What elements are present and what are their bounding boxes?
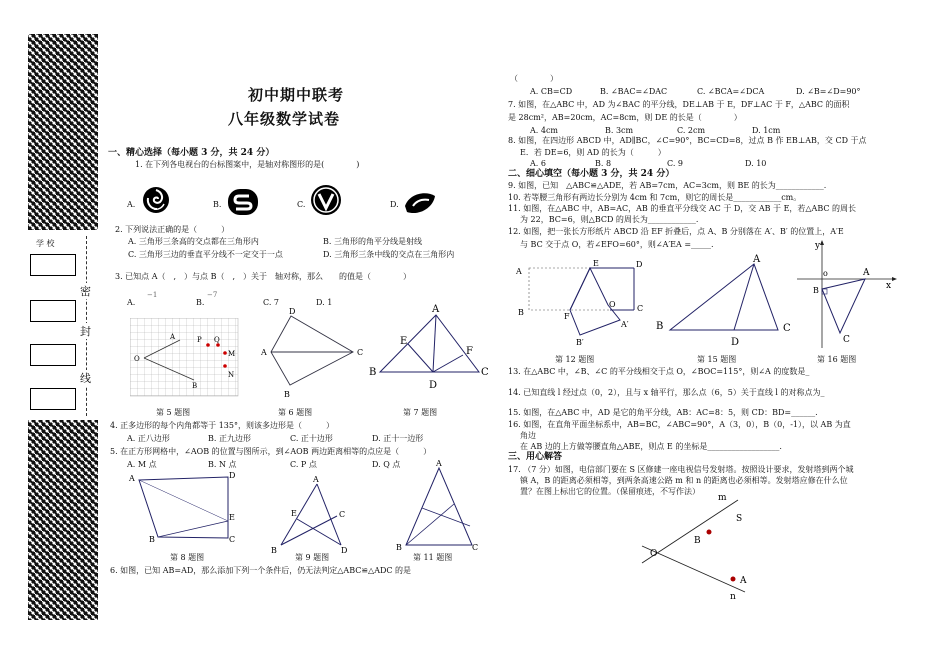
fig12-caption: 第 12 题图 xyxy=(555,355,595,364)
q2-text: 2. 下列说法正确的是（ ） xyxy=(115,225,230,234)
q8-line2: E．若 DE=6，则 AD 的长为（ ） xyxy=(520,148,666,157)
q16-line3: 在 AB 边的上方做等腰直角△ABE，则点 E 的坐标是__________________. xyxy=(520,442,782,451)
fig17-label-m: m xyxy=(718,493,727,503)
fig12-label-a: A xyxy=(516,267,522,276)
fig5-label-n: N xyxy=(228,371,235,379)
fig15-label-a: A xyxy=(753,254,761,265)
leaf-logo-icon xyxy=(403,190,437,216)
q5-option-d: D. Q 点 xyxy=(372,460,401,469)
fig5-caption: 第 5 题图 xyxy=(156,408,191,417)
fig8-label-c: C xyxy=(229,535,236,544)
fig17-label-s: S xyxy=(736,514,743,524)
q17-line1: 17. （7 分）如图，电信部门要在 S 区修建一座电视信号发射塔。按照设计要求，发射塔到两个城 xyxy=(508,465,854,474)
figure-16 xyxy=(795,238,900,350)
fig15-label-b: B xyxy=(656,321,664,332)
q10-text: 10. 若等腰三角形有两边长分别为 4cm 和 7cm，则它的周长是____________cm。 xyxy=(508,193,802,202)
fig16-label-o: o xyxy=(823,269,828,278)
q1-text: 1. 在下列各电视台的台标图案中，是轴对称图形的是( ) xyxy=(135,160,360,169)
q2-option-c: C. 三角形三边的垂直平分线不一定交于一点 xyxy=(128,250,283,259)
page-title: 初中期中联考 xyxy=(248,86,345,104)
q7-line1: 7. 如图，在△ABC 中，AD 为∠BAC 的平分线，DE⊥AB 于 E，DF⊥AC 于 F，△ABC 的面积 xyxy=(508,100,850,109)
q4-option-b: B. 正九边形 xyxy=(208,434,251,443)
fig17-label-o: O xyxy=(650,549,658,559)
q3-option-c: C. 7 xyxy=(263,298,280,307)
fig6-label-a: A xyxy=(261,348,267,357)
fig16-label-c: C xyxy=(843,335,850,345)
fig16-label-y: y xyxy=(815,241,821,251)
q1-option-d: D. xyxy=(390,200,399,209)
section2-heading: 二、细心填空（每小题 3 分，共 24 分） xyxy=(508,169,675,179)
fig7-label-d: D xyxy=(429,380,438,391)
q7-option-a: A. 4cm xyxy=(530,126,559,135)
fig7-label-e: E xyxy=(400,336,408,347)
q6-paren: （ ） xyxy=(510,74,558,83)
q8-option-a: A. 6 xyxy=(530,159,546,168)
binding-box[interactable] xyxy=(30,388,76,410)
figure-5 xyxy=(130,318,240,398)
school-label: 学 校 xyxy=(36,239,55,248)
section1-heading: 一、精心选择（每小题 3 分，共 24 分） xyxy=(108,148,275,158)
q17-line3: 置？在图上标出它的位置。（保留痕迹，不写作法） xyxy=(520,487,700,496)
fig9-label-e: E xyxy=(291,509,297,518)
fig11-label-b: B xyxy=(396,543,402,552)
q1-option-a: A. xyxy=(127,200,136,209)
fig9-label-a: A xyxy=(313,475,319,484)
q12-line1: 12. 如图，把一张长方形纸片 ABCD 沿 EF 折叠后，点 A、B 分别落在 A′、B′ 的位置上，A′E xyxy=(508,227,844,236)
seal-char-feng: 封 xyxy=(80,325,91,338)
q7-option-b: B. 3cm xyxy=(605,126,634,135)
q11-line2: 为 22，BC=6，则△BCD 的周长为____________. xyxy=(520,215,699,224)
figure-17 xyxy=(630,488,790,603)
q5-text: 5. 在正方形网格中，∠AOB 的位置与图所示，到∠AOB 两边距离相等的点应是（ ） xyxy=(110,447,432,456)
q8-option-d: D. 10 xyxy=(745,159,767,168)
q6-text: 6. 如图，已知 AB=AD，那么添加下列一个条件后，仍无法判定△ABC≌△ADC 的是 xyxy=(110,566,412,575)
fig5-label-o: O xyxy=(134,355,140,363)
q17-line2: 镇 A，B 的距离必须相等，到两条高速公路 m 和 n 的距离也必须相等。发射塔应修在什么位 xyxy=(520,476,848,485)
fig12-label-c: C xyxy=(637,304,644,313)
fig17-label-b: B xyxy=(694,536,701,546)
q8-line1: 8. 如图，在四边形 ABCD 中，AD∥BC，∠C=90°，BC=CD=8，过点 B 作 EB⊥AB，交 CD 于点 xyxy=(508,136,867,145)
fig12-label-b-prime: B′ xyxy=(576,338,584,347)
q15-text: 15. 如图，在△ABC 中，AD 是它的角平分线，AB：AC=8：5，则 CD：BD=______. xyxy=(508,408,818,417)
figure-12 xyxy=(510,255,655,350)
q6-option-a: A. CB=CD xyxy=(530,87,573,96)
q7-option-c: C. 2cm xyxy=(677,126,706,135)
q6-option-b: B. ∠BAC=∠DAC xyxy=(600,87,668,96)
fig7-label-a: A xyxy=(432,304,440,315)
figure-7 xyxy=(366,302,496,402)
v-logo-icon xyxy=(310,184,342,216)
fig5-label-p: P xyxy=(197,336,202,344)
figure-6 xyxy=(258,305,368,405)
fig8-label-a: A xyxy=(129,474,135,483)
figure-11 xyxy=(392,458,482,553)
q3-option-b: B. xyxy=(196,298,205,307)
fig15-caption: 第 15 题图 xyxy=(697,355,737,364)
q5-option-a: A. M 点 xyxy=(127,460,157,469)
fig16-caption: 第 16 题图 xyxy=(817,355,857,364)
fig6-label-b: B xyxy=(284,390,290,399)
q1-option-b: B. xyxy=(213,200,222,209)
fig7-label-c: C xyxy=(481,367,489,378)
fig15-label-d: D xyxy=(731,337,740,348)
figure-9 xyxy=(265,472,355,557)
q12-line2: 与 BC 交于点 O，若∠EFO=60°，则∠A′EA =_____. xyxy=(520,240,714,249)
fig17-label-a: A xyxy=(740,576,747,586)
fig8-label-d: D xyxy=(229,471,236,480)
q3-option-d: D. 1 xyxy=(316,298,333,307)
fig8-caption: 第 8 题图 xyxy=(170,553,205,562)
binding-box[interactable] xyxy=(30,344,76,366)
fig12-label-o: O xyxy=(609,300,616,309)
fig5-label-b: B xyxy=(192,382,198,390)
binding-box[interactable] xyxy=(30,300,76,322)
q8-option-b: B. 8 xyxy=(595,159,612,168)
q3-option-a: A. xyxy=(127,298,136,307)
q3-text: 3. 已知点 A（ , ）与点 B（ , ）关于 轴对称，那么 的值是（ ） xyxy=(115,272,412,281)
fig9-label-b: B xyxy=(271,546,277,555)
q2-option-b: B. 三角形的角平分线是射线 xyxy=(323,237,422,246)
fig5-label-q: Q xyxy=(214,336,220,344)
q4-option-c: C. 正十边形 xyxy=(290,434,333,443)
fig17-label-n: n xyxy=(730,592,736,602)
fig11-label-a: A xyxy=(436,459,442,468)
figure-8 xyxy=(125,470,250,550)
fig11-caption: 第 11 题图 xyxy=(413,553,453,562)
fig8-label-b: B xyxy=(149,535,155,544)
fig6-caption: 第 6 题图 xyxy=(278,408,313,417)
q3-fragment-1: −1 xyxy=(147,291,158,299)
q4-option-a: A. 正八边形 xyxy=(127,434,170,443)
fig6-label-d: D xyxy=(289,307,296,316)
q5-option-b: B. N 点 xyxy=(208,460,237,469)
fig6-label-c: C xyxy=(357,348,364,357)
q6-option-d: D. ∠B=∠D=90° xyxy=(796,87,861,96)
q4-option-d: D. 正十一边形 xyxy=(372,434,424,443)
q1-option-c: C. xyxy=(297,200,306,209)
figure-15 xyxy=(652,250,797,350)
page-subtitle: 八年级数学试卷 xyxy=(228,110,341,128)
fig9-label-d: D xyxy=(341,546,348,555)
fig5-label-a: A xyxy=(170,333,176,341)
fig7-label-f: F xyxy=(466,346,473,357)
q3-fragment-2: −7 xyxy=(207,291,218,299)
q13-text: 13. 在△ABC 中，∠B、∠C 的平分线相交于点 O，∠BOC=115°，则∠A 的度数是_ xyxy=(508,367,810,376)
fig16-label-a: A xyxy=(863,268,870,278)
q9-text: 9. 如图，已知 △ABC≌△ADE，若 AB=7cm，AC=3cm，则 BE 的长为____________. xyxy=(508,181,827,190)
fig7-label-b: B xyxy=(369,367,377,378)
seal-char-mi: 密 xyxy=(80,285,91,298)
fig12-label-b: B xyxy=(518,308,524,317)
fig12-label-a-prime: A′ xyxy=(621,320,629,329)
binding-box[interactable] xyxy=(30,254,76,276)
fig15-label-c: C xyxy=(783,323,791,334)
q5-option-c: C. P 点 xyxy=(290,460,317,469)
fig8-label-e: E xyxy=(229,513,235,522)
q7-option-d: D. 1cm xyxy=(752,126,781,135)
fig9-caption: 第 9 题图 xyxy=(295,553,330,562)
fig11-label-c: C xyxy=(472,543,479,552)
q16-line1: 16. 如图，在直角平面坐标系中，AB=BC，∠ABC=90°，A（3，0），B（0，-1），以 AB 为直 xyxy=(508,420,851,429)
q6-option-c: C. ∠BCA=∠DCA xyxy=(697,87,765,96)
fig7-caption: 第 7 题图 xyxy=(403,408,438,417)
fig12-label-d: D xyxy=(636,260,643,269)
fig16-label-x: x xyxy=(886,281,892,291)
q2-option-d: D. 三角形三条中线的交点在三角形内 xyxy=(323,250,455,259)
q8-option-c: C. 9 xyxy=(667,159,684,168)
q11-line1: 11. 如图，在△ABC 中，AB=AC，AB 的垂直平分线交 AC 于 D，交 AB 于 E，若△ABC 的周长 xyxy=(508,204,857,213)
fig5-label-m: M xyxy=(228,350,236,358)
q2-option-a: A. 三角形三条高的交点都在三角形内 xyxy=(128,237,259,246)
fig12-label-e: E xyxy=(593,259,599,268)
fig12-label-f: F xyxy=(564,312,570,321)
q14-text: 14. 已知直线 l 经过点（0，2），且与 x 轴平行，那么点（6，5）关于直线 l 的对称点为_ xyxy=(508,388,825,397)
swirl-logo-icon xyxy=(142,186,170,214)
q4-text: 4. 正多边形的每个内角都等于 135°，则该多边形是（ ） xyxy=(110,421,334,430)
fig9-label-c: C xyxy=(339,510,346,519)
section3-heading: 三、用心解答 xyxy=(508,452,563,462)
seal-char-xian: 线 xyxy=(80,372,91,385)
fig16-label-b: B xyxy=(813,286,819,295)
s-logo-icon xyxy=(227,188,259,216)
q16-line2: 角边 xyxy=(520,431,536,440)
q7-line2: 是 28cm²，AB=20cm，AC=8cm，则 DE 的长是（ ） xyxy=(508,113,742,122)
